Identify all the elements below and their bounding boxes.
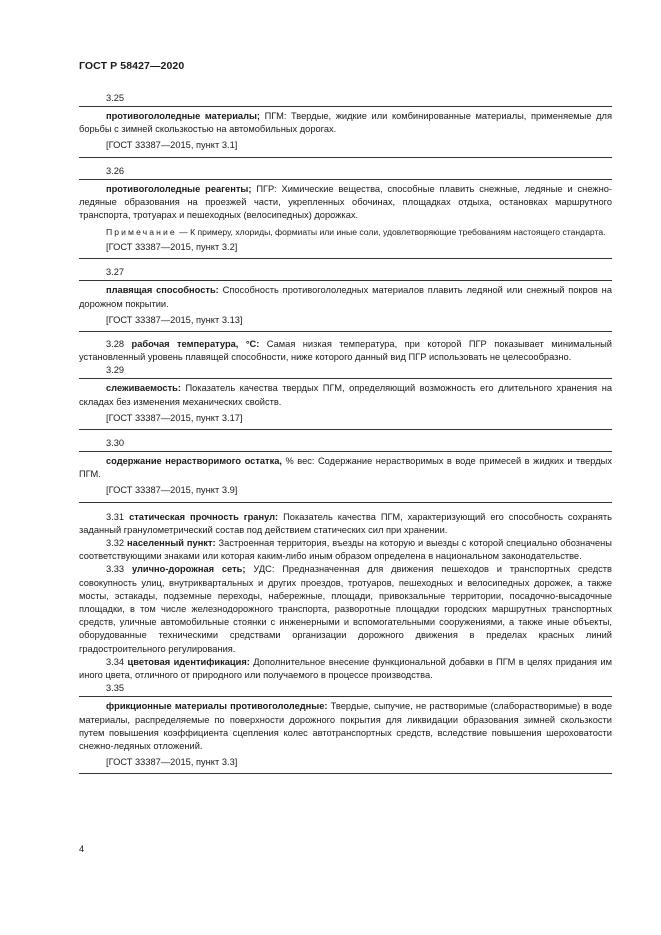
term-reference: [ГОСТ 33387—2015, пункт 3.13] — [106, 314, 243, 325]
term-definition — [79, 537, 612, 563]
document-body — [79, 92, 612, 776]
term-text: Самая низкая температура, при которой ПГР показывает минимальный установленный уровень плавящей способности, ниже которого данный вид ПГР использовать не целесообразно. — [79, 339, 612, 363]
term-name: цветовая идентификация: — [127, 656, 250, 667]
term-name: фрикционные материалы противогололедные: — [106, 701, 328, 712]
term-name: противогололедные реагенты; — [106, 183, 252, 194]
term-text: Способность противогололедных материалов плавить ледяной или снежный покров на дорожном покрытии. — [79, 285, 612, 309]
term-definition — [79, 183, 612, 223]
term-name: статическая прочность гранул: — [129, 511, 279, 522]
entry-number: 3.35 — [106, 683, 125, 694]
entry-number: 3.30 — [106, 438, 125, 449]
term-text: Показатель качества ПГМ, характеризующий его способность сохранять заданный гранулометрический состав под действием статических сил при хранении. — [79, 511, 612, 535]
term-box — [79, 179, 612, 260]
term-name: слеживаемость: — [106, 383, 181, 394]
entry-number: 3.26 — [106, 165, 125, 176]
term-text: Показатель качества твердых ПГМ, определяющий возможность его длительного хранения на складах без изменения механических свойств. — [79, 383, 612, 407]
entry-number: 3.34 — [106, 656, 125, 667]
term-definition — [79, 656, 612, 682]
entry-number: 3.25 — [106, 93, 125, 103]
term-name: содержание нерастворимого остатка, — [106, 456, 282, 467]
term-reference: [ГОСТ 33387—2015, пункт 3.9] — [106, 485, 238, 496]
term-definition — [79, 338, 612, 364]
term-text: ПГМ: Твердые, жидкие или комбинированные материалы, применяемые для борьбы с зимней скользкостью на автомобильных дорогах. — [79, 111, 612, 135]
term-text: Застроенная территория, въезды на которую и выезды с которой специально обозначены соответствующими знаками или которая каким-либо иным образом определена в национальном законодательстве. — [79, 538, 612, 562]
term-note — [79, 226, 612, 238]
term-name: населенный пункт: — [127, 538, 216, 549]
term-text: Твердые, сыпучие, не растворимые (слаборастворимые) в воде материалы, распределяемые по поверхности дорожного покрытия для ликвидации образования зимней скользкости путем повышения коэффициента сцепления колес автотранспортных средств, вследствие повышения шероховатости снежно-ледяных отложений. — [79, 701, 612, 751]
note-text: — К примеру, хлориды, формиаты или иные соли, удовлетворяющие требованиям настоящего стандарта. — [176, 227, 606, 238]
term-definition — [79, 284, 612, 310]
entry-number: 3.27 — [106, 267, 125, 278]
term-definition — [79, 563, 612, 655]
term-reference: [ГОСТ 33387—2015, пункт 3.3] — [106, 757, 238, 768]
entry-number: 3.33 — [106, 564, 125, 575]
entry-number: 3.28 — [106, 339, 125, 350]
term-definition — [79, 511, 612, 537]
term-text: ПГР: Химические вещества, способные плавить снежные, ледяные и снежно-ледяные образования на проезжей части, укрепленных обочинах, площадках отдыха, остановках маршрутного транспорта, тротуарах и пешеходных (велосипедных) дорожках. — [79, 183, 612, 221]
document-header: ГОСТ Р 58427—2020 — [79, 60, 185, 72]
term-box — [79, 280, 612, 332]
term-definition — [79, 382, 612, 408]
page-number: 4 — [79, 844, 85, 854]
term-name: плавящая способность: — [106, 285, 219, 296]
term-box — [79, 451, 612, 503]
term-definition — [79, 455, 612, 481]
term-reference: [ГОСТ 33387—2015, пункт 3.17] — [106, 412, 243, 423]
entry-number: 3.31 — [106, 511, 125, 522]
term-name: рабочая температура, °С: — [131, 339, 260, 350]
term-box — [79, 696, 612, 774]
term-reference: [ГОСТ 33387—2015, пункт 3.2] — [106, 242, 238, 253]
term-text: Дополнительное внесение функциональной добавки в ПГМ в целях придания им иного цвета, отличного от природного или получаемого в процессе производства. — [79, 656, 612, 681]
term-name: противогололедные материалы; — [106, 111, 261, 121]
term-text: % вес: Содержание нерастворимых в воде примесей в жидких и твердых ПГМ. — [79, 456, 612, 480]
entry-number: 3.29 — [106, 365, 125, 376]
term-box — [79, 378, 612, 430]
term-definition — [79, 110, 612, 136]
term-name: улично-дорожная сеть; — [131, 564, 246, 575]
term-definition — [79, 700, 612, 753]
term-box — [79, 106, 612, 158]
entry-number: 3.32 — [106, 538, 125, 549]
term-text: УДС: Предназначенная для движения пешеходов и транспортных средств совокупность улиц, внутриквартальных и других проездов, тротуаров, пешеходных и велосипедных дорожек, а также мосты, эстакады, подземные переходы, набережные, площади, привокзальные территории, посадочно-высадочные площадки, в том числе железнодорожного транспорта, разворотные площадки городских маршрутных транспортных средств, уличные автомобильные стоянки с инженерными и вспомогательными сооружениями, а также иные объекты, оборудованные техническими средствами организации дорожного движения в пределах красных линий градостроительного регулирования. — [79, 564, 612, 654]
term-reference: [ГОСТ 33387—2015, пункт 3.1] — [106, 140, 238, 151]
note-label: Примечание — [106, 227, 177, 238]
